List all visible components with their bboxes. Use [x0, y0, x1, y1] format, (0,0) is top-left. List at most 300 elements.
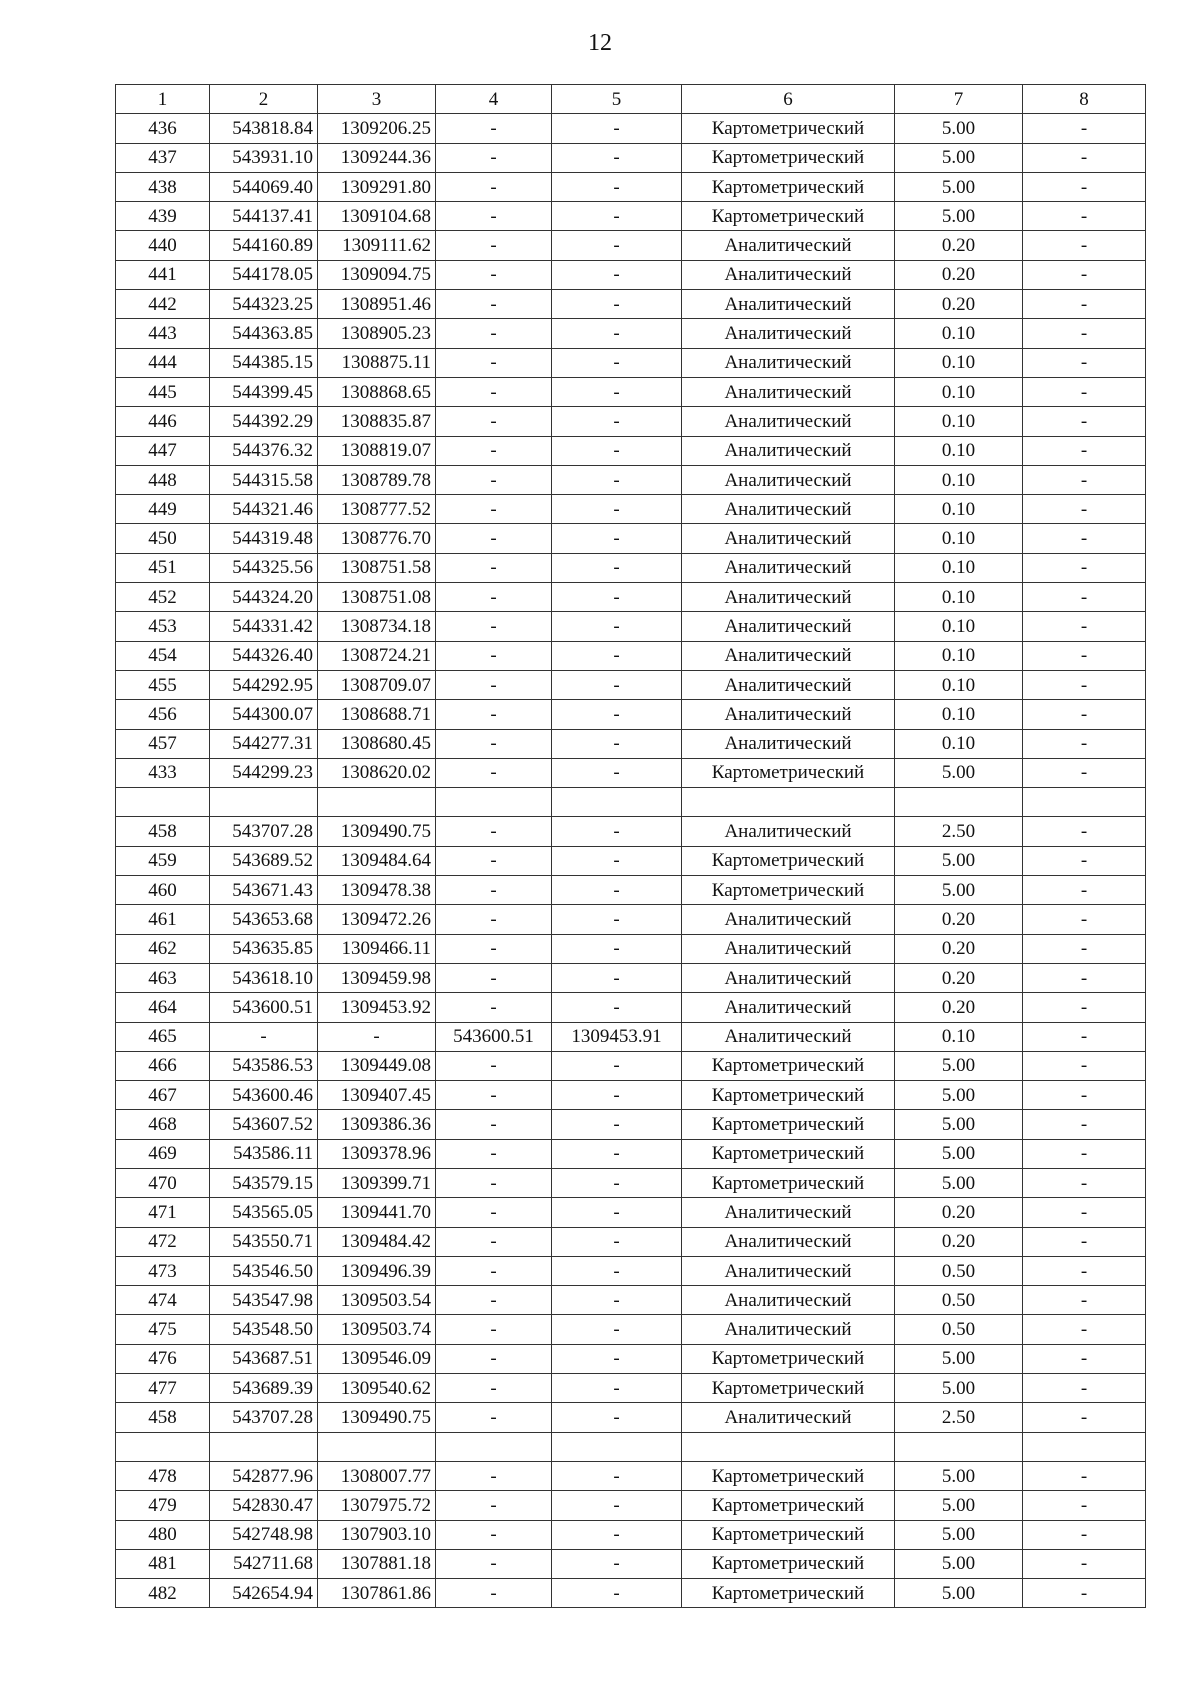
- method-cell: Аналитический: [682, 934, 895, 963]
- new-y-cell: -: [552, 612, 682, 641]
- table-row: [116, 114, 1146, 143]
- description-cell: -: [1023, 934, 1146, 963]
- new-x-cell: -: [436, 934, 552, 963]
- new-y-cell: [552, 1432, 682, 1461]
- x-coordinate-cell: -: [210, 1022, 318, 1051]
- new-y-cell: -: [552, 348, 682, 377]
- point-number-cell: 445: [116, 377, 210, 406]
- new-y-cell: -: [552, 260, 682, 289]
- method-cell: Аналитический: [682, 670, 895, 699]
- x-coordinate-cell: 543687.51: [210, 1344, 318, 1373]
- new-x-cell: -: [436, 758, 552, 787]
- point-number-cell: 462: [116, 934, 210, 963]
- table-row: [116, 670, 1146, 699]
- x-coordinate-cell: 544137.41: [210, 202, 318, 231]
- y-coordinate-cell: 1309291.80: [318, 172, 436, 201]
- column-header: 3: [318, 85, 436, 114]
- method-cell: Аналитический: [682, 700, 895, 729]
- point-number-cell: 440: [116, 231, 210, 260]
- method-cell: Картометрический: [682, 876, 895, 905]
- accuracy-cell: 5.00: [895, 1579, 1023, 1608]
- accuracy-cell: 0.20: [895, 1227, 1023, 1256]
- y-coordinate-cell: -: [318, 1022, 436, 1051]
- x-coordinate-cell: 544160.89: [210, 231, 318, 260]
- new-x-cell: -: [436, 436, 552, 465]
- point-number-cell: 478: [116, 1461, 210, 1490]
- accuracy-cell: 0.10: [895, 583, 1023, 612]
- new-y-cell: -: [552, 1081, 682, 1110]
- description-cell: -: [1023, 495, 1146, 524]
- point-number-cell: 467: [116, 1081, 210, 1110]
- y-coordinate-cell: 1308680.45: [318, 729, 436, 758]
- point-number-cell: 436: [116, 114, 210, 143]
- table-row: [116, 612, 1146, 641]
- column-header: 2: [210, 85, 318, 114]
- table-row: [116, 1549, 1146, 1578]
- description-cell: -: [1023, 465, 1146, 494]
- accuracy-cell: 5.00: [895, 1461, 1023, 1490]
- accuracy-cell: 5.00: [895, 114, 1023, 143]
- method-cell: Картометрический: [682, 1491, 895, 1520]
- page-number: 12: [588, 30, 612, 56]
- point-number-cell: 460: [116, 876, 210, 905]
- y-coordinate-cell: 1308688.71: [318, 700, 436, 729]
- y-coordinate-cell: 1309399.71: [318, 1168, 436, 1197]
- description-cell: -: [1023, 817, 1146, 846]
- table-row: [116, 758, 1146, 787]
- description-cell: -: [1023, 172, 1146, 201]
- description-cell: -: [1023, 1374, 1146, 1403]
- method-cell: Картометрический: [682, 846, 895, 875]
- accuracy-cell: 5.00: [895, 1374, 1023, 1403]
- new-x-cell: -: [436, 1256, 552, 1285]
- table-row: [116, 1081, 1146, 1110]
- description-cell: -: [1023, 407, 1146, 436]
- y-coordinate-cell: 1309449.08: [318, 1051, 436, 1080]
- x-coordinate-cell: [210, 1432, 318, 1461]
- new-x-cell: -: [436, 260, 552, 289]
- table-row: [116, 817, 1146, 846]
- description-cell: -: [1023, 1315, 1146, 1344]
- y-coordinate-cell: 1309466.11: [318, 934, 436, 963]
- y-coordinate-cell: 1309484.42: [318, 1227, 436, 1256]
- y-coordinate-cell: 1308905.23: [318, 319, 436, 348]
- y-coordinate-cell: 1309094.75: [318, 260, 436, 289]
- table-row: [116, 1198, 1146, 1227]
- x-coordinate-cell: 542877.96: [210, 1461, 318, 1490]
- y-coordinate-cell: 1309490.75: [318, 1403, 436, 1432]
- y-coordinate-cell: 1309459.98: [318, 963, 436, 992]
- new-x-cell: [436, 788, 552, 817]
- new-x-cell: -: [436, 1315, 552, 1344]
- point-number-cell: 475: [116, 1315, 210, 1344]
- new-y-cell: -: [552, 495, 682, 524]
- x-coordinate-cell: 542711.68: [210, 1549, 318, 1578]
- new-y-cell: -: [552, 1286, 682, 1315]
- description-cell: -: [1023, 1461, 1146, 1490]
- column-header: 1: [116, 85, 210, 114]
- point-number-cell: 437: [116, 143, 210, 172]
- new-x-cell: -: [436, 290, 552, 319]
- description-cell: -: [1023, 202, 1146, 231]
- new-x-cell: -: [436, 1549, 552, 1578]
- y-coordinate-cell: [318, 788, 436, 817]
- y-coordinate-cell: [318, 1432, 436, 1461]
- table-row: [116, 1374, 1146, 1403]
- method-cell: Картометрический: [682, 1374, 895, 1403]
- new-x-cell: -: [436, 1198, 552, 1227]
- description-cell: -: [1023, 260, 1146, 289]
- new-x-cell: -: [436, 729, 552, 758]
- x-coordinate-cell: 542654.94: [210, 1579, 318, 1608]
- x-coordinate-cell: 544331.42: [210, 612, 318, 641]
- y-coordinate-cell: 1309496.39: [318, 1256, 436, 1285]
- x-coordinate-cell: 544319.48: [210, 524, 318, 553]
- method-cell: Картометрический: [682, 1139, 895, 1168]
- new-x-cell: -: [436, 583, 552, 612]
- method-cell: Аналитический: [682, 553, 895, 582]
- new-y-cell: -: [552, 436, 682, 465]
- accuracy-cell: 0.10: [895, 348, 1023, 377]
- accuracy-cell: 0.10: [895, 495, 1023, 524]
- y-coordinate-cell: 1309206.25: [318, 114, 436, 143]
- new-x-cell: -: [436, 876, 552, 905]
- accuracy-cell: 0.50: [895, 1286, 1023, 1315]
- x-coordinate-cell: 543547.98: [210, 1286, 318, 1315]
- new-x-cell: -: [436, 553, 552, 582]
- table-row: [116, 1022, 1146, 1051]
- point-number-cell: 442: [116, 290, 210, 319]
- table-body: [116, 114, 1146, 1608]
- method-cell: Картометрический: [682, 1051, 895, 1080]
- x-coordinate-cell: 544292.95: [210, 670, 318, 699]
- table-row: [116, 641, 1146, 670]
- x-coordinate-cell: [210, 788, 318, 817]
- x-coordinate-cell: 543707.28: [210, 817, 318, 846]
- y-coordinate-cell: 1307881.18: [318, 1549, 436, 1578]
- table-row: [116, 1051, 1146, 1080]
- point-number-cell: 458: [116, 1403, 210, 1432]
- new-x-cell: -: [436, 1081, 552, 1110]
- x-coordinate-cell: 543689.39: [210, 1374, 318, 1403]
- new-y-cell: -: [552, 583, 682, 612]
- table-row: [116, 377, 1146, 406]
- description-cell: -: [1023, 963, 1146, 992]
- new-x-cell: -: [436, 1051, 552, 1080]
- point-number-cell: 458: [116, 817, 210, 846]
- description-cell: -: [1023, 348, 1146, 377]
- description-cell: -: [1023, 700, 1146, 729]
- accuracy-cell: 0.10: [895, 465, 1023, 494]
- description-cell: -: [1023, 436, 1146, 465]
- x-coordinate-cell: 543689.52: [210, 846, 318, 875]
- table-header-row: [116, 85, 1146, 114]
- new-x-cell: -: [436, 465, 552, 494]
- new-x-cell: [436, 1432, 552, 1461]
- description-cell: -: [1023, 1520, 1146, 1549]
- y-coordinate-cell: 1308751.58: [318, 553, 436, 582]
- description-cell: -: [1023, 1256, 1146, 1285]
- point-number-cell: 465: [116, 1022, 210, 1051]
- point-number-cell: 454: [116, 641, 210, 670]
- table-row: [116, 1139, 1146, 1168]
- method-cell: Аналитический: [682, 407, 895, 436]
- description-cell: -: [1023, 1549, 1146, 1578]
- description-cell: -: [1023, 583, 1146, 612]
- accuracy-cell: 0.10: [895, 612, 1023, 641]
- method-cell: Картометрический: [682, 1549, 895, 1578]
- table-row: [116, 290, 1146, 319]
- new-y-cell: -: [552, 231, 682, 260]
- description-cell: -: [1023, 758, 1146, 787]
- x-coordinate-cell: 543586.11: [210, 1139, 318, 1168]
- method-cell: Аналитический: [682, 905, 895, 934]
- accuracy-cell: 5.00: [895, 846, 1023, 875]
- new-y-cell: -: [552, 1344, 682, 1373]
- point-number-cell: 472: [116, 1227, 210, 1256]
- point-number-cell: 468: [116, 1110, 210, 1139]
- accuracy-cell: 5.00: [895, 1051, 1023, 1080]
- x-coordinate-cell: 543671.43: [210, 876, 318, 905]
- y-coordinate-cell: 1308776.70: [318, 524, 436, 553]
- description-cell: -: [1023, 1227, 1146, 1256]
- x-coordinate-cell: 542830.47: [210, 1491, 318, 1520]
- accuracy-cell: 0.50: [895, 1315, 1023, 1344]
- new-y-cell: -: [552, 1227, 682, 1256]
- x-coordinate-cell: 543600.46: [210, 1081, 318, 1110]
- method-cell: Аналитический: [682, 583, 895, 612]
- method-cell: Картометрический: [682, 1461, 895, 1490]
- table-row: [116, 260, 1146, 289]
- table-row: [116, 495, 1146, 524]
- x-coordinate-cell: 543600.51: [210, 993, 318, 1022]
- new-x-cell: -: [436, 495, 552, 524]
- table-row: [116, 1344, 1146, 1373]
- point-number-cell: 452: [116, 583, 210, 612]
- x-coordinate-cell: 544385.15: [210, 348, 318, 377]
- new-x-cell: -: [436, 1227, 552, 1256]
- method-cell: Аналитический: [682, 963, 895, 992]
- new-y-cell: -: [552, 758, 682, 787]
- description-cell: -: [1023, 1168, 1146, 1197]
- new-y-cell: -: [552, 1315, 682, 1344]
- new-y-cell: -: [552, 641, 682, 670]
- x-coordinate-cell: 544321.46: [210, 495, 318, 524]
- point-number-cell: 456: [116, 700, 210, 729]
- new-y-cell: -: [552, 114, 682, 143]
- point-number-cell: 466: [116, 1051, 210, 1080]
- x-coordinate-cell: 543546.50: [210, 1256, 318, 1285]
- y-coordinate-cell: 1308835.87: [318, 407, 436, 436]
- y-coordinate-cell: 1308951.46: [318, 290, 436, 319]
- point-number-cell: [116, 1432, 210, 1461]
- description-cell: -: [1023, 143, 1146, 172]
- accuracy-cell: 0.10: [895, 407, 1023, 436]
- x-coordinate-cell: 543565.05: [210, 1198, 318, 1227]
- accuracy-cell: 2.50: [895, 1403, 1023, 1432]
- accuracy-cell: 0.20: [895, 963, 1023, 992]
- method-cell: Аналитический: [682, 1286, 895, 1315]
- new-x-cell: -: [436, 817, 552, 846]
- new-y-cell: -: [552, 963, 682, 992]
- new-x-cell: -: [436, 993, 552, 1022]
- y-coordinate-cell: 1307861.86: [318, 1579, 436, 1608]
- table-row: [116, 963, 1146, 992]
- point-number-cell: 444: [116, 348, 210, 377]
- new-y-cell: -: [552, 1110, 682, 1139]
- x-coordinate-cell: 544277.31: [210, 729, 318, 758]
- x-coordinate-cell: 544399.45: [210, 377, 318, 406]
- y-coordinate-cell: 1309503.74: [318, 1315, 436, 1344]
- accuracy-cell: 0.20: [895, 993, 1023, 1022]
- accuracy-cell: 0.10: [895, 436, 1023, 465]
- method-cell: Аналитический: [682, 348, 895, 377]
- new-y-cell: -: [552, 1256, 682, 1285]
- new-x-cell: -: [436, 612, 552, 641]
- description-cell: -: [1023, 641, 1146, 670]
- new-y-cell: -: [552, 1579, 682, 1608]
- description-cell: -: [1023, 524, 1146, 553]
- y-coordinate-cell: 1309244.36: [318, 143, 436, 172]
- table-row: [116, 202, 1146, 231]
- y-coordinate-cell: 1309111.62: [318, 231, 436, 260]
- description-cell: -: [1023, 1139, 1146, 1168]
- y-coordinate-cell: 1307975.72: [318, 1491, 436, 1520]
- table-row: [116, 524, 1146, 553]
- accuracy-cell: 0.20: [895, 1198, 1023, 1227]
- point-number-cell: [116, 788, 210, 817]
- point-number-cell: 481: [116, 1549, 210, 1578]
- y-coordinate-cell: 1308789.78: [318, 465, 436, 494]
- method-cell: Аналитический: [682, 641, 895, 670]
- description-cell: -: [1023, 290, 1146, 319]
- y-coordinate-cell: 1309378.96: [318, 1139, 436, 1168]
- new-y-cell: -: [552, 143, 682, 172]
- accuracy-cell: 5.00: [895, 1081, 1023, 1110]
- accuracy-cell: 0.10: [895, 700, 1023, 729]
- description-cell: -: [1023, 1344, 1146, 1373]
- method-cell: Картометрический: [682, 1344, 895, 1373]
- accuracy-cell: [895, 788, 1023, 817]
- method-cell: Картометрический: [682, 758, 895, 787]
- coordinates-table: [115, 84, 1146, 1608]
- x-coordinate-cell: 544315.58: [210, 465, 318, 494]
- point-number-cell: 447: [116, 436, 210, 465]
- y-coordinate-cell: 1309104.68: [318, 202, 436, 231]
- method-cell: Аналитический: [682, 1403, 895, 1432]
- table-row: [116, 143, 1146, 172]
- point-number-cell: 451: [116, 553, 210, 582]
- new-y-cell: -: [552, 1374, 682, 1403]
- method-cell: [682, 788, 895, 817]
- new-y-cell: [552, 788, 682, 817]
- method-cell: Аналитический: [682, 1315, 895, 1344]
- x-coordinate-cell: 543579.15: [210, 1168, 318, 1197]
- accuracy-cell: 5.00: [895, 758, 1023, 787]
- x-coordinate-cell: 543818.84: [210, 114, 318, 143]
- new-y-cell: -: [552, 1168, 682, 1197]
- point-number-cell: 473: [116, 1256, 210, 1285]
- description-cell: -: [1023, 1198, 1146, 1227]
- point-number-cell: 463: [116, 963, 210, 992]
- x-coordinate-cell: 544300.07: [210, 700, 318, 729]
- accuracy-cell: 0.20: [895, 260, 1023, 289]
- x-coordinate-cell: 543607.52: [210, 1110, 318, 1139]
- accuracy-cell: 0.10: [895, 641, 1023, 670]
- accuracy-cell: 0.20: [895, 905, 1023, 934]
- method-cell: Аналитический: [682, 1022, 895, 1051]
- new-x-cell: -: [436, 1520, 552, 1549]
- table-row: [116, 407, 1146, 436]
- y-coordinate-cell: 1308007.77: [318, 1461, 436, 1490]
- point-number-cell: 438: [116, 172, 210, 201]
- new-y-cell: -: [552, 377, 682, 406]
- x-coordinate-cell: 543653.68: [210, 905, 318, 934]
- new-x-cell: -: [436, 641, 552, 670]
- method-cell: Аналитический: [682, 817, 895, 846]
- x-coordinate-cell: 544326.40: [210, 641, 318, 670]
- method-cell: Аналитический: [682, 377, 895, 406]
- description-cell: -: [1023, 231, 1146, 260]
- description-cell: -: [1023, 1491, 1146, 1520]
- y-coordinate-cell: 1309540.62: [318, 1374, 436, 1403]
- y-coordinate-cell: 1308709.07: [318, 670, 436, 699]
- method-cell: Аналитический: [682, 495, 895, 524]
- y-coordinate-cell: 1308868.65: [318, 377, 436, 406]
- table-row: [116, 1403, 1146, 1432]
- new-x-cell: -: [436, 348, 552, 377]
- method-cell: Аналитический: [682, 319, 895, 348]
- x-coordinate-cell: 543550.71: [210, 1227, 318, 1256]
- method-cell: Аналитический: [682, 1227, 895, 1256]
- column-header: 4: [436, 85, 552, 114]
- method-cell: Картометрический: [682, 1110, 895, 1139]
- x-coordinate-cell: 544376.32: [210, 436, 318, 465]
- method-cell: Аналитический: [682, 993, 895, 1022]
- accuracy-cell: 0.20: [895, 231, 1023, 260]
- table-row: [116, 465, 1146, 494]
- table-row: [116, 172, 1146, 201]
- accuracy-cell: 5.00: [895, 1168, 1023, 1197]
- new-y-cell: -: [552, 1051, 682, 1080]
- method-cell: Картометрический: [682, 1168, 895, 1197]
- table-row: [116, 1227, 1146, 1256]
- new-x-cell: -: [436, 1403, 552, 1432]
- y-coordinate-cell: 1308734.18: [318, 612, 436, 641]
- method-cell: Аналитический: [682, 465, 895, 494]
- y-coordinate-cell: 1309472.26: [318, 905, 436, 934]
- x-coordinate-cell: 544299.23: [210, 758, 318, 787]
- description-cell: -: [1023, 905, 1146, 934]
- description-cell: -: [1023, 1022, 1146, 1051]
- new-x-cell: -: [436, 700, 552, 729]
- description-cell: [1023, 1432, 1146, 1461]
- description-cell: -: [1023, 114, 1146, 143]
- y-coordinate-cell: 1309407.45: [318, 1081, 436, 1110]
- column-header: 6: [682, 85, 895, 114]
- new-y-cell: -: [552, 1520, 682, 1549]
- y-coordinate-cell: 1309453.92: [318, 993, 436, 1022]
- accuracy-cell: 0.10: [895, 377, 1023, 406]
- accuracy-cell: 5.00: [895, 1344, 1023, 1373]
- y-coordinate-cell: 1309546.09: [318, 1344, 436, 1373]
- table-row: [116, 1168, 1146, 1197]
- y-coordinate-cell: 1309503.54: [318, 1286, 436, 1315]
- new-y-cell: -: [552, 1491, 682, 1520]
- new-x-cell: -: [436, 1491, 552, 1520]
- accuracy-cell: 0.10: [895, 1022, 1023, 1051]
- description-cell: -: [1023, 319, 1146, 348]
